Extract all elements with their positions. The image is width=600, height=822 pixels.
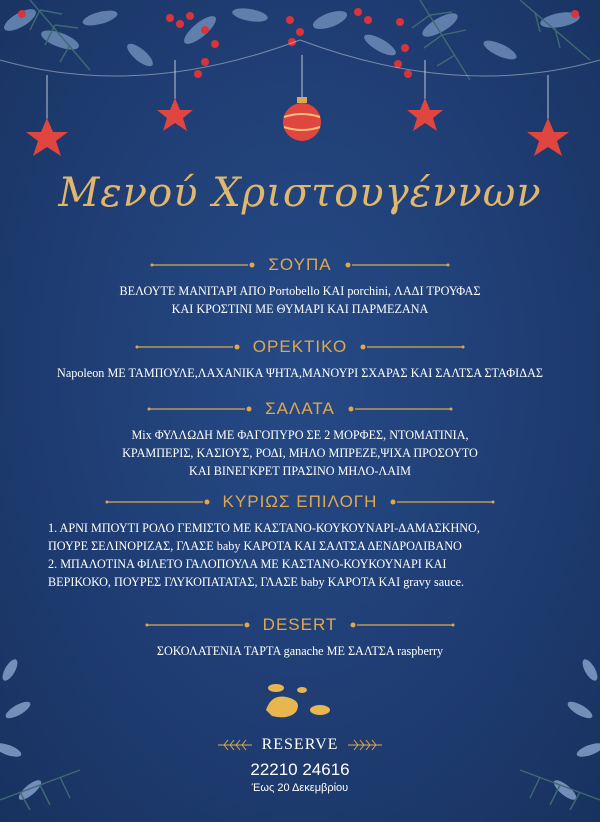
bauble-ornament <box>283 97 321 141</box>
divider-ornament-right <box>357 341 467 353</box>
menu-line: ΚΑΙ ΒΙΝΕΓΚΡΕΤ ΠΡΑΣΙΝΟ ΜΗΛΟ-ΛΑΙΜ <box>189 464 411 478</box>
menu-line: ΒΕΛΟΥΤΕ ΜΑΝΙΤΑΡΙ ΑΠΟ Portobello ΚΑΙ porchini, ΛΑΔΙ ΤΡΟΥΦΑΣ <box>119 284 481 298</box>
divider-ornament-left <box>133 341 243 353</box>
reserve-label: RESERVE <box>261 736 339 753</box>
section-heading: DESERT <box>262 615 338 634</box>
star-ornament <box>26 118 68 156</box>
star-ornament <box>157 98 193 131</box>
section-main-course <box>0 491 600 591</box>
section-heading: ΣΟΥΠΑ <box>268 255 332 274</box>
divider-ornament-right <box>342 259 452 271</box>
section-heading: ΟΡΕΚΤΙΚΟ <box>252 337 348 356</box>
section-heading: ΣΑΛΑΤΑ <box>265 399 335 418</box>
section-appetizer <box>0 336 600 382</box>
menu-line: Napoleon ΜΕ ΤΑΜΠΟΥΛΕ,ΛΑΧΑΝΙΚΑ ΨΗΤΑ,ΜΑΝΟΥΡΙ ΣΧΑΡΑΣ ΚΑΙ ΣΑΛΤΣΑ ΣΤΑΦΙΔΑΣ <box>57 366 543 380</box>
menu-line: ΚΑΙ ΚΡΟΣΤΙΝΙ ΜΕ ΘΥΜΑΡΙ ΚΑΙ ΠΑΡΜΕΖΑΝΑ <box>171 302 429 316</box>
menu-line: ΚΡΑΜΠΕΡΙΣ, ΚΑΣΙΟΥΣ, ΡΟΔΙ, ΜΗΛΟ ΜΠΡΕΖΕ,ΨΙΧΑ ΠΡΟΣΟΥΤΟ <box>122 446 478 460</box>
menu-line: 1. ΑΡΝΙ ΜΠΟΥΤΙ ΡΟΛΟ ΓΕΜΙΣΤΟ ΜΕ ΚΑΣΤΑΝΟ-ΚΟΥΚΟΥΝΑΡΙ-ΔΑΜΑΣΚΗΝΟ, <box>48 521 480 535</box>
section-soup <box>0 254 600 318</box>
divider-ornament-left <box>148 259 258 271</box>
menu-line: ΒΕΡΙΚΟΚΟ, ΠΟΥΡΕΣ ΓΛΥΚΟΠΑΤΑΤΑΣ, ΓΛΑΣΕ baby ΚΑΡΟΤΑ ΚΑΙ gravy sauce. <box>48 575 465 589</box>
phone-number: 22210 24616 <box>250 760 350 779</box>
menu-title: Μενού Χριστουγέννων <box>58 170 542 216</box>
menu-line: 2. ΜΠΑΛΟΤΙΝΑ ΦΙΛΕΤΟ ΓΑΛΟΠΟΥΛΑ ΜΕ ΚΑΣΤΑΝΟ-ΚΟΥΚΟΥΝΑΡΙ ΚΑΙ <box>48 557 447 571</box>
star-ornament <box>407 98 443 131</box>
garland-decoration <box>0 0 600 170</box>
divider-ornament-right <box>347 619 457 631</box>
star-ornament <box>527 118 569 156</box>
divider-ornament-left <box>103 496 213 508</box>
divider-ornament-right <box>345 403 455 415</box>
menu-line: Mix ΦΥΛΛΩΔΗ ΜΕ ΦΑΓΟΠΥΡΟ ΣΕ 2 ΜΟΡΦΕΣ, ΝΤΟΜΑΤΙΝΙΑ, <box>131 428 469 442</box>
divider-ornament-left <box>143 619 253 631</box>
menu-line: ΣΟΚΟΛΑΤΕΝΙΑ ΤΑΡΤΑ ganache ΜΕ ΣΑΛΤΣΑ raspberry <box>156 644 444 658</box>
menu-line: ΠΟΥΡΕ ΣΕΛΙΝΟΡΙΖΑΣ, ΓΛΑΣΕ baby ΚΑΡΟΤΑ ΚΑΙ ΣΑΛΤΣΑ ΔΕΝΔΡΟΛΙΒΑΝΟ <box>48 539 462 553</box>
section-salad <box>0 398 600 480</box>
deadline-note: Έως 20 Δεκεμβρίου <box>251 782 349 794</box>
divider-ornament-left <box>145 403 255 415</box>
section-heading: ΚΥΡΙΩΣ ΕΠΙΛΟΓΗ <box>222 492 378 511</box>
divider-ornament-right <box>387 496 497 508</box>
bottom-foliage-decoration <box>0 650 600 822</box>
